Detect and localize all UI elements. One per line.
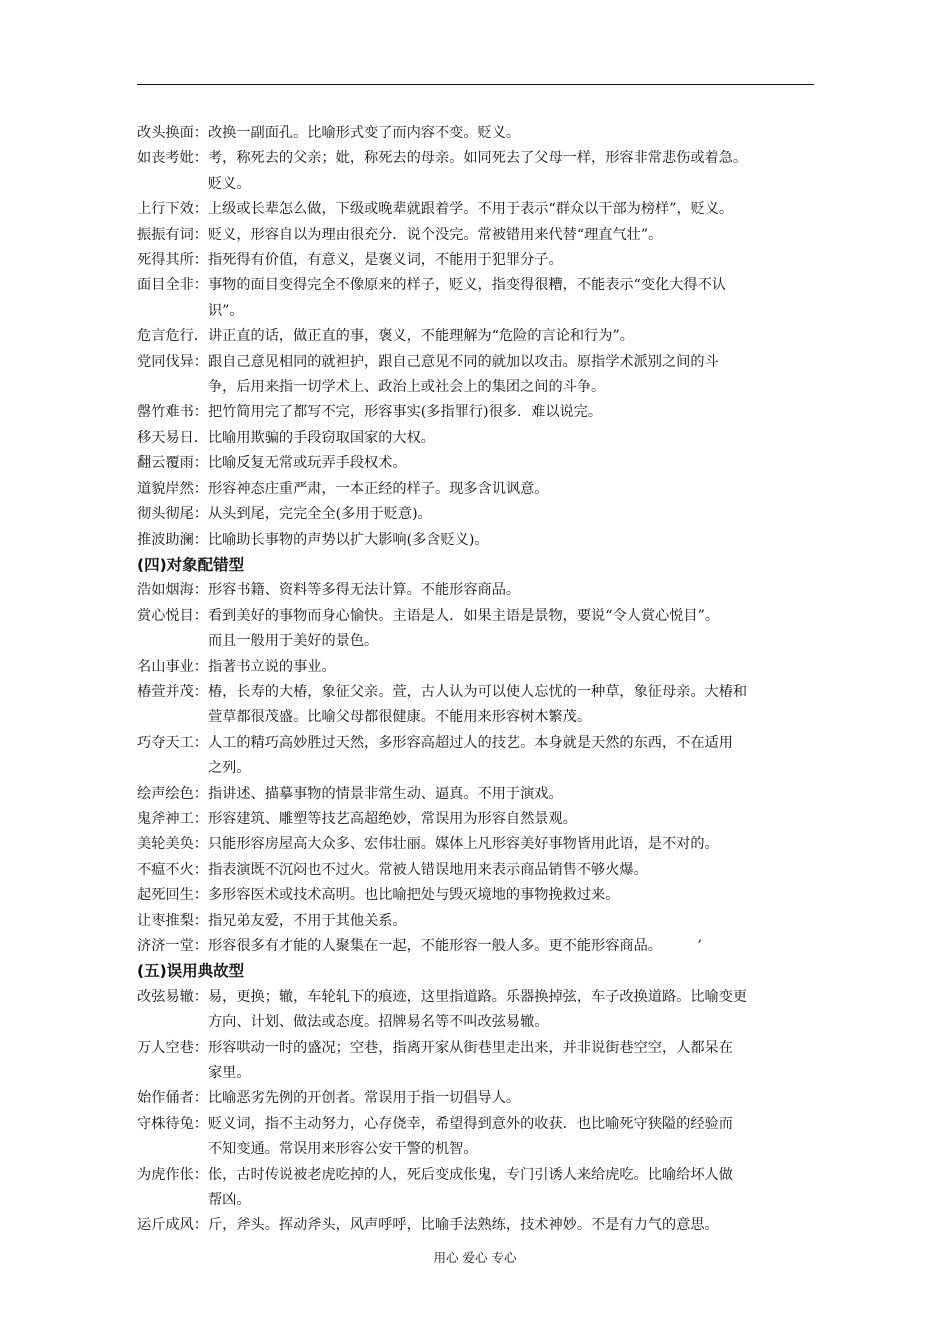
idiom-entry (137, 451, 827, 476)
definition-line: 贬义。 (207, 175, 251, 192)
idiom-term: 椿萱并茂： (137, 683, 208, 700)
idiom-entry (137, 858, 827, 883)
idiom-term: 罄竹难书： (137, 404, 208, 421)
idiom-term: 推波助澜： (137, 531, 208, 548)
idiom-entry (137, 909, 827, 934)
definition-line: 指死得有价值，有意义，是褒义词，不能用于犯罪分子。 (207, 252, 563, 269)
idiom-term: 守株待兔： (137, 1115, 208, 1132)
definition-line: 事物的面目变得完全不像原来的样子，贬义，指变得很糟，不能表示“变化大得不认 (207, 277, 726, 294)
idiom-term: 如丧考妣： (137, 150, 208, 167)
idiom-definition (208, 273, 726, 324)
definition-line: 争，后用来指一切学术上、政治上或社会上的集团之间的斗争。 (207, 379, 606, 396)
definition-line: 指讲述、描摹事物的情景非常生动、逼真。不用于演戏。 (207, 785, 563, 802)
definition-line: 贬义词，指不主动努力，心存侥幸，希望得到意外的收获．也比喻死守狭隘的经验而 (207, 1115, 733, 1132)
idiom-term: 翻云覆雨： (137, 455, 208, 472)
idiom-entry (137, 1213, 827, 1238)
idiom-definition (208, 146, 747, 197)
idiom-definition (208, 451, 407, 476)
idiom-entry (137, 502, 827, 527)
idiom-entry (137, 121, 827, 146)
definition-line: 把竹简用完了都写不完，形容事实(多指罪行)很多．难以说完。 (207, 404, 603, 421)
definition-line: 帮凶。 (207, 1192, 251, 1209)
idiom-term: 巧夺天工： (137, 734, 208, 751)
idiom-definition (208, 680, 747, 731)
idiom-definition (208, 832, 719, 857)
definition-line: 椿，长寿的大椿，象征父亲。萱，古人认为可以使人忘忧的一种草，象征母亲。大椿和 (207, 683, 748, 700)
idiom-definition (208, 909, 407, 934)
definition-line: 形容神态庄重严肃，一本正经的样子。现多含讥讽意。 (207, 480, 549, 497)
idiom-entry (137, 1112, 827, 1163)
idiom-definition (208, 578, 520, 603)
idiom-definition (208, 807, 577, 832)
idiom-definition (208, 248, 563, 273)
definition-line: 之列。 (207, 760, 251, 777)
idiom-definition (208, 426, 435, 451)
idiom-term: 鬼斧神工： (137, 810, 208, 827)
definition-line: 形容书籍、资料等多得无法计算。不能形容商品。 (207, 582, 521, 599)
definition-line: 人工的精巧高妙胜过天然，多形容高超过人的技艺。本身就是天然的东西，不在适用 (207, 734, 733, 751)
idiom-definition (208, 324, 634, 349)
idiom-entry (137, 197, 827, 222)
idiom-term: 道貌岸然： (137, 480, 208, 497)
definition-line: 形容哄动一时的盛况；空巷，指离开家从街巷里走出来，并非说街巷空空，人都呆在 (207, 1039, 733, 1056)
idiom-entry (137, 985, 827, 1036)
idiom-term: 美轮美奂： (137, 836, 208, 853)
idiom-list (137, 121, 827, 1239)
idiom-entry (137, 807, 827, 832)
idiom-term: 党同伐异： (137, 353, 208, 370)
idiom-entry (137, 782, 827, 807)
idiom-definition (208, 1112, 733, 1163)
definition-line: 比喻反复无常或玩弄手段权术。 (207, 455, 407, 472)
idiom-entry (137, 680, 827, 731)
idiom-entry (137, 604, 827, 655)
definition-line: 只能形容房屋高大众多、宏伟壮丽。媒体上凡形容美好事物皆用此语，是不对的。 (207, 836, 719, 853)
idiom-definition (208, 934, 702, 959)
definition-line: 指兄弟友爱，不用于其他关系。 (207, 912, 407, 929)
page-footer: 用心 爱心 专心 (433, 1250, 517, 1265)
idiom-entry (137, 400, 827, 425)
definition-line: 上级或长辈怎么做，下级或晚辈就跟着学。不用于表示“群众以干部为榜样”，贬义。 (207, 201, 734, 218)
definition-line: 指著书立说的事业。 (207, 658, 336, 675)
definition-line: 形容建筑、雕塑等技艺高超绝妙，常误用为形容自然景观。 (207, 810, 577, 827)
header-rule (137, 84, 814, 85)
idiom-entry (137, 528, 827, 553)
definition-line: 易，更换；辙，车轮轧下的痕迹，这里指道路。乐器换掉弦，车子改换道路。比喻变更 (207, 988, 748, 1005)
idiom-definition (208, 477, 549, 502)
idiom-term: 危言危行． (137, 328, 208, 345)
idiom-definition (208, 858, 648, 883)
idiom-term: 浩如烟海： (137, 582, 208, 599)
definition-line: 斤，斧头。挥动斧头，风声呼呼，比喻手法熟练，技术神妙。不是有力气的意思。 (207, 1217, 719, 1234)
idiom-definition (208, 985, 747, 1036)
idiom-term: 绘声绘色： (137, 785, 208, 802)
idiom-term: 振振有词： (137, 226, 208, 243)
definition-line: 考，称死去的父亲；妣，称死去的母亲。如同死去了父母一样，形容非常悲伤或着急。 (207, 150, 748, 167)
idiom-definition (208, 1213, 719, 1238)
definition-line: 贬义，形容自以为理由很充分．说个没完。常被错用来代替“理直气壮”。 (207, 226, 663, 243)
definition-line: 家里。 (207, 1065, 251, 1082)
idiom-entry (137, 248, 827, 273)
idiom-entry (137, 146, 827, 197)
definition-line: 比喻用欺骗的手段窃取国家的大权。 (207, 429, 435, 446)
definition-line: 形容很多有才能的人聚集在一起，不能形容一般人多。更不能形容商品。 ’ (207, 938, 702, 954)
definition-line: 伥，古时传说被老虎吃掉的人，死后变成伥鬼，专门引诱人来给虎吃。比喻给坏人做 (207, 1166, 733, 1183)
idiom-entry (137, 578, 827, 603)
idiom-entry (137, 273, 827, 324)
idiom-entry (137, 883, 827, 908)
idiom-term: 不瘟不火： (137, 861, 208, 878)
idiom-term: 彻头彻尾： (137, 506, 208, 523)
idiom-term: 移天易日． (137, 429, 208, 446)
idiom-term: 起死回生： (137, 887, 208, 904)
idiom-definition (208, 655, 336, 680)
idiom-term: 改头换面： (137, 125, 208, 141)
definition-line: 讲正直的话，做正直的事，褒义，不能理解为“危险的言论和行为”。 (207, 328, 634, 345)
idiom-entry (137, 832, 827, 857)
idiom-definition (208, 502, 432, 527)
idiom-entry (137, 731, 827, 782)
idiom-entry (137, 426, 827, 451)
idiom-term: 死得其所： (137, 252, 208, 269)
idiom-term: 让枣推梨： (137, 912, 208, 929)
definition-line: 改换一副面孔。比喻形式变了而内容不变。贬义。 (207, 125, 521, 141)
idiom-term: 面目全非： (137, 277, 208, 294)
idiom-entry (137, 1163, 827, 1214)
idiom-term: 改弦易辙： (137, 988, 208, 1005)
idiom-term: 上行下效： (137, 201, 208, 218)
idiom-entry (137, 223, 827, 248)
idiom-definition (208, 604, 719, 655)
idiom-definition (208, 1086, 520, 1111)
definition-line: 跟自己意见相同的就袒护，跟自己意见不同的就加以攻击。原指学术派别之间的斗 (207, 353, 719, 370)
idiom-term: 济济一堂： (137, 938, 208, 954)
idiom-term: 为虎作伥： (137, 1166, 208, 1183)
idiom-term: 始作俑者： (137, 1090, 208, 1107)
definition-line: 而且一般用于美好的景色。 (207, 633, 379, 650)
idiom-definition (208, 400, 602, 425)
definition-line: 多形容医术或技术高明。也比喻把处与毁灭境地的事物挽救过来。 (207, 887, 620, 904)
idiom-entry (137, 934, 827, 959)
idiom-entry (137, 477, 827, 502)
idiom-entry (137, 1036, 827, 1087)
definition-line: 方向、计划、做法或态度。招牌易名等不叫改弦易辙。 (207, 1014, 549, 1031)
definition-line: 比喻助长事物的声势以扩大影响(多含贬义)。 (207, 531, 489, 548)
idiom-entry (137, 350, 827, 401)
definition-line: 萱草都很茂盛。比喻父母都很健康。不能用来形容树木繁茂。 (207, 709, 592, 726)
idiom-entry (137, 324, 827, 349)
definition-line: 不知变通。常误用来形容公安干警的机智。 (207, 1141, 478, 1158)
idiom-entry (137, 655, 827, 680)
idiom-definition (208, 121, 520, 146)
idiom-definition (208, 350, 719, 401)
idiom-definition (208, 1036, 733, 1087)
idiom-term: 运斤成风： (137, 1217, 208, 1234)
idiom-definition (208, 883, 619, 908)
idiom-term: 万人空巷： (137, 1039, 208, 1056)
idiom-definition (208, 528, 489, 553)
idiom-term: 名山事业： (137, 658, 208, 675)
section-heading: (五)误用典故型 (137, 962, 245, 981)
definition-line: 从头到尾，完完全全(多用于贬意)。 (207, 506, 432, 523)
idiom-definition (208, 782, 563, 807)
idiom-definition (208, 223, 662, 248)
definition-line: 识”。 (207, 302, 244, 319)
idiom-entry (137, 1086, 827, 1111)
definition-line: 比喻恶劣先例的开创者。常误用于指一切倡导人。 (207, 1090, 521, 1107)
definition-line: 指表演既不沉闷也不过火。常被人错误地用来表示商品销售不够火爆。 (207, 861, 648, 878)
idiom-term: 赏心悦目： (137, 607, 208, 624)
idiom-definition (208, 1163, 733, 1214)
section-heading: (四)对象配错型 (137, 555, 245, 574)
definition-line: 看到美好的事物而身心愉快。主语是人．如果主语是景物，要说“令人赏心悦目”。 (207, 607, 720, 624)
idiom-definition (208, 731, 733, 782)
idiom-definition (208, 197, 733, 222)
